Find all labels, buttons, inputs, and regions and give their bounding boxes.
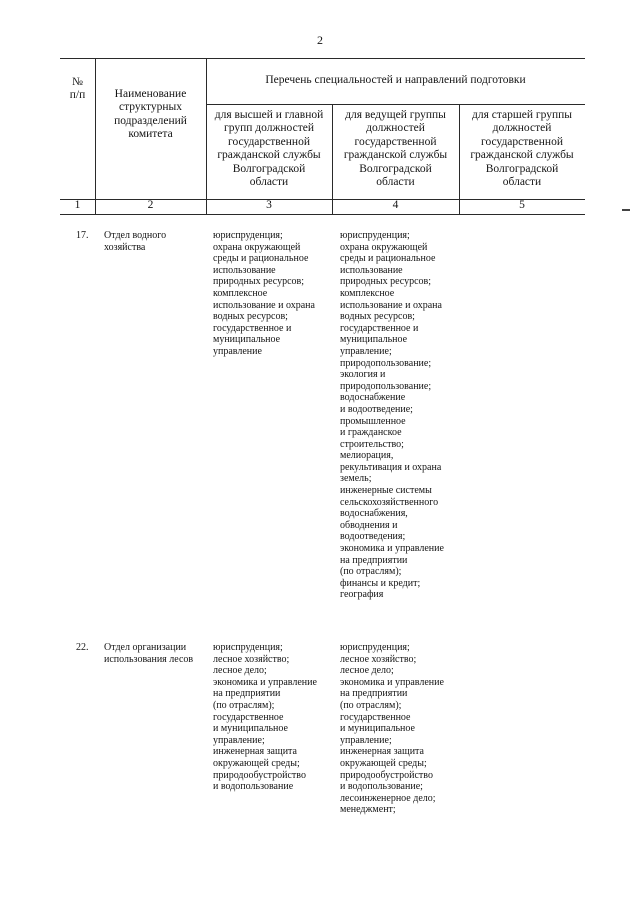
specialty-line: на предприятии — [213, 688, 281, 700]
specialty-line: использование — [213, 264, 276, 276]
row-department-name-line: использования лесов — [104, 653, 194, 665]
specialty-line: природопользование; — [340, 380, 432, 392]
specialty-line: инженерная защита — [213, 746, 297, 758]
specialty-line: экономика и управление — [213, 676, 317, 688]
header-col-number-line: № — [72, 76, 83, 88]
specialty-line: природообустройство — [340, 769, 433, 781]
specialty-line: и муниципальное — [213, 723, 288, 735]
specialty-line: на предприятии — [340, 554, 408, 566]
specialty-line: и водоотведение; — [340, 403, 413, 415]
column-number: 1 — [74, 199, 81, 211]
row-department-name-line: Отдел водного — [104, 230, 167, 241]
specialty-line: окружающей среды; — [213, 757, 300, 769]
specialty-line: среды и рациональное — [340, 253, 436, 265]
header-col-leading-line: должностей — [366, 122, 425, 135]
specialty-line: комплексное — [340, 287, 395, 299]
specialty-line: водоснабжения, — [340, 508, 408, 520]
header-col-leading-line: Волгоградской — [359, 162, 432, 175]
header-col-higher-line: для высшей и главной — [214, 109, 324, 121]
specialty-line: лесное хозяйство; — [213, 653, 290, 665]
row-department-name-line: Отдел организации — [104, 642, 187, 653]
specialty-line: (по отраслям); — [340, 699, 402, 711]
header-col-higher-line: области — [249, 176, 289, 189]
subheader-divider — [206, 104, 585, 105]
specialty-line: экономика и управление — [340, 543, 444, 555]
specialty-line: водных ресурсов; — [213, 311, 288, 323]
page-number: 2 — [317, 33, 323, 47]
specialty-line: сельскохозяйственного — [340, 496, 439, 508]
specialty-line: управление; — [340, 734, 392, 746]
specialty-line: использование — [340, 264, 403, 276]
specialty-line: государственное — [340, 711, 411, 723]
specialty-line: экология и — [340, 369, 386, 381]
header-col-senior-line: Волгоградской — [485, 162, 559, 175]
specialty-line: природных ресурсов; — [340, 276, 432, 288]
header-col-higher-line: государственной — [228, 135, 310, 148]
specialty-line: использование и охрана — [340, 299, 442, 311]
specialty-line: природопользование; — [340, 357, 432, 369]
specialty-line: среды и рациональное — [213, 253, 309, 265]
specialty-line: комплексное — [213, 287, 268, 299]
row-number: 22. — [76, 642, 89, 653]
specialty-line: и гражданское — [340, 427, 402, 439]
specialty-line: обводнения и — [340, 519, 398, 531]
header-col-leading-line: области — [376, 176, 415, 189]
specialty-line: и муниципальное — [340, 723, 415, 735]
specialty-line: экономика и управление — [340, 676, 444, 688]
specialty-line: юриспруденция; — [340, 230, 410, 241]
specialty-line: государственное — [213, 711, 284, 723]
specialty-line: лесное дело; — [340, 665, 394, 677]
specialty-line: инженерная защита — [340, 746, 424, 758]
header-col-higher-line: гражданской службы — [217, 149, 321, 162]
specialty-line: (по отраслям); — [213, 699, 275, 711]
specialty-line: муниципальное — [340, 334, 408, 346]
header-col-senior-line: гражданской службы — [470, 149, 574, 162]
specialty-line: менеджмент; — [340, 804, 396, 816]
specialty-line: использование и охрана — [213, 299, 315, 311]
specialty-line: управление; — [340, 345, 392, 357]
specialty-line: управление — [213, 345, 262, 357]
header-col-number-line: п/п — [69, 89, 86, 102]
header-group-title: Перечень специальностей и направлений подготовки — [265, 74, 526, 86]
header-col-number — [60, 76, 95, 103]
header-col-leading-line: государственной — [354, 135, 437, 148]
header-col-senior-line: области — [502, 176, 542, 189]
column-number: 3 — [266, 199, 272, 211]
specialty-line: мелиорация, — [340, 450, 394, 462]
specialty-line: управление; — [213, 734, 265, 746]
header-col-higher-line: Волгоградской — [232, 162, 306, 175]
row-department-name — [104, 230, 166, 253]
header-col-leading — [332, 109, 459, 189]
specialty-line: водоснабжение — [340, 392, 406, 404]
header-col-senior — [459, 109, 585, 189]
header-col-leading-line: гражданской службы — [343, 149, 448, 162]
header-col-senior-line: государственной — [481, 135, 563, 148]
header-col-name — [95, 88, 206, 142]
specialty-line: инженерные системы — [340, 485, 432, 497]
specialty-line: муниципальное — [213, 334, 281, 346]
specialty-line: водных ресурсов; — [340, 311, 415, 323]
margin-mark — [622, 209, 630, 211]
row-number: 17. — [76, 230, 89, 241]
table-top-border — [60, 58, 585, 59]
row-leading-specialties — [340, 642, 444, 816]
row-higher-specialties — [213, 642, 317, 793]
header-col-name-line: подразделений — [114, 114, 187, 127]
specialty-line: география — [340, 589, 384, 601]
specialty-line: охрана окружающей — [213, 241, 301, 253]
specialty-line: земель; — [340, 473, 372, 485]
specialty-line: юриспруденция; — [213, 230, 283, 241]
specialty-line: (по отраслям); — [340, 566, 402, 578]
specialty-line: промышленное — [340, 415, 406, 427]
column-number: 4 — [392, 199, 399, 211]
row-higher-specialties — [213, 230, 315, 358]
specialty-line: финансы и кредит; — [340, 577, 421, 589]
specialty-line: лесное хозяйство; — [340, 653, 417, 665]
specialty-line: рекультивация и охрана — [340, 461, 442, 473]
specialty-line: водоотведения; — [340, 531, 406, 543]
specialty-line: окружающей среды; — [340, 757, 427, 769]
row-leading-specialties — [340, 230, 444, 601]
row-department-name-line: хозяйства — [104, 241, 146, 253]
specialty-line: природообустройство — [213, 769, 306, 781]
specialty-line: лесное дело; — [213, 665, 267, 677]
row-department-name — [104, 642, 193, 665]
column-number: 2 — [147, 199, 154, 211]
specialty-line: и водопользование — [213, 781, 294, 793]
specialty-line: государственное и — [213, 322, 292, 334]
header-col-higher — [206, 109, 332, 189]
specialty-line: охрана окружающей — [340, 241, 428, 253]
specialty-line: на предприятии — [340, 688, 408, 700]
specialty-line: юриспруденция; — [213, 642, 283, 653]
specialty-line: лесоинженерное дело; — [340, 792, 436, 804]
column-numbers-bottom-border — [60, 214, 585, 215]
specialty-line: государственное и — [340, 322, 419, 334]
header-col-senior-line: для старшей группы — [472, 109, 572, 121]
specialty-line: юриспруденция; — [340, 642, 410, 653]
header-col-leading-line: для ведущей группы — [345, 109, 446, 121]
header-col-name-line: комитета — [128, 128, 173, 141]
specialty-line: природных ресурсов; — [213, 276, 305, 288]
header-col-name-line: Наименование — [114, 88, 187, 100]
specialty-line: и водопользование; — [340, 781, 423, 793]
header-col-higher-line: групп должностей — [224, 122, 314, 135]
specialty-line: строительство; — [340, 438, 404, 450]
header-col-senior-line: должностей — [492, 122, 552, 135]
column-number: 5 — [519, 199, 525, 211]
header-col-name-line: структурных — [118, 101, 183, 114]
